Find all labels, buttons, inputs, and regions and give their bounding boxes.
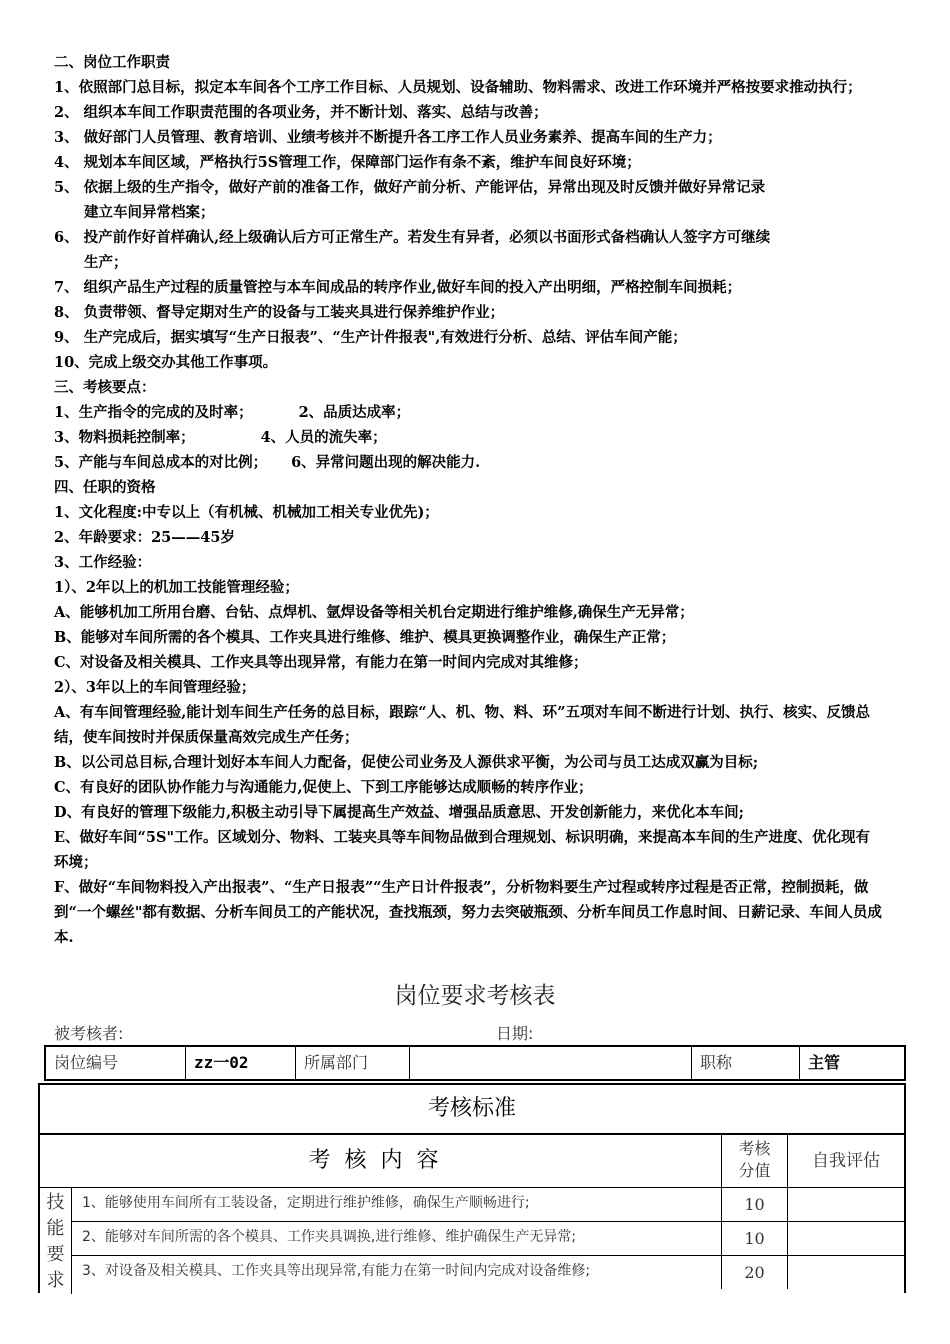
qualification-line: 1、文化程度:中专以上（有机械、机械加工相关专业优先)； — [54, 504, 439, 521]
job-title-label: 职称 — [692, 1047, 800, 1079]
assessment-heading: 三、考核要点： — [54, 379, 156, 396]
row-content: 1、能够使用车间所有工装设备，定期进行维护维修，确保生产顺畅进行; — [72, 1188, 722, 1221]
table-row — [72, 1222, 904, 1256]
self-eval-heading: 自我评估 — [812, 1151, 880, 1171]
qualification-line: 1）、2年以上的机加工技能管理经验； — [54, 579, 299, 596]
department-value[interactable] — [410, 1047, 692, 1079]
qualification-line: E、做好车间“5S"工作。区域划分、物料、工装夹具等车间物品做到合理规划、标识明确，来提高本车间的生产进度、优化现有环境； — [54, 829, 871, 871]
duty-item: 8、 负责带领、督导定期对生产的设备与工装夹具进行保养维护作业； — [54, 304, 505, 321]
qualifications-heading: 四、任职的资格 — [54, 479, 156, 496]
duty-item: 7、 组织产品生产过程的质量管控与本车间成品的转序作业,做好车间的投入产出明细，严格控制车间损耗； — [54, 279, 742, 296]
duties-heading: 二、岗位工作职责 — [54, 54, 170, 71]
qualification-line: D、有良好的管理下级能力,积极主动引导下属提高生产效益、增强品质意思、开发创新能力，来优化本车间; — [54, 804, 744, 821]
qualification-line: 3、工作经验： — [54, 554, 152, 571]
qualification-line: A、有车间管理经验,能计划车间生产任务的总目标，跟踪“人、机、物、料、环”五项对车间不断进行计划、执行、核实、反馈总结，使车间按时并保质保量高效完成生产任务； — [54, 704, 870, 746]
assessment-row — [54, 400, 884, 425]
duty-item: 10、完成上级交办其他工作事项。 — [54, 354, 278, 371]
table-header — [40, 1135, 904, 1188]
duty-item: 6、 投产前作好首样确认,经上级确认后方可正常生产。若发生有异者，必须以书面形式备档确认人签字方可继续 — [54, 229, 771, 246]
job-title-value[interactable]: 主管 — [808, 1053, 841, 1072]
job-description — [54, 50, 884, 950]
assessment-point: 3、物料损耗控制率； — [54, 429, 195, 446]
skill-items — [72, 1188, 904, 1294]
assessment-row — [54, 450, 884, 475]
row-self-eval[interactable] — [788, 1188, 904, 1221]
row-self-eval[interactable] — [788, 1256, 904, 1289]
table-row — [72, 1188, 904, 1222]
duty-item-cont: 建立车间异常档案； — [84, 204, 215, 221]
assessment-point: 2、品质达成率； — [298, 404, 411, 421]
duty-item: 1、依照部门总目标，拟定本车间各个工序工作目标、人员规划、设备辅助、物料需求、改进工作环境并严格按要求推动执行； — [54, 79, 862, 96]
row-content: 2、能够对车间所需的各个模具、工作夹具调换,进行维修、维护确保生产无异常; — [72, 1222, 722, 1255]
row-score: 10 — [722, 1222, 788, 1255]
position-code-value[interactable]: zz一02 — [186, 1047, 296, 1079]
duty-item: 4、 规划本车间区域，严格执行5S管理工作，保障部门运作有条不紊，维护车间良好环境； — [54, 154, 641, 171]
position-code-label: 岗位编号 — [46, 1047, 186, 1079]
assessment-point: 4、人员的流失率； — [260, 429, 387, 446]
skill-rows — [40, 1188, 904, 1294]
qualification-line: A、能够机加工所用台磨、台钻、点焊机、氩焊设备等相关机台定期进行维护维修,确保生产无异常； — [54, 604, 694, 621]
assessment-row — [54, 425, 884, 450]
row-score: 20 — [722, 1256, 788, 1289]
qualification-line: C、对设备及相关模具、工作夹具等出现异常，有能力在第一时间内完成对其维修； — [54, 654, 588, 671]
department-label: 所属部门 — [296, 1047, 410, 1079]
qualification-line: 2、年龄要求：25——45岁 — [54, 529, 235, 546]
qualification-line: B、能够对车间所需的各个模具、工作夹具进行维修、维护、模具更换调整作业，确保生产正常； — [54, 629, 676, 646]
assessment-point: 6、异常问题出现的解决能力. — [291, 454, 481, 471]
duty-item: 9、 生产完成后，据实填写“生产日报表”、“生产计件报表",有效进行分析、总结、评估车间产能； — [54, 329, 687, 346]
row-self-eval[interactable] — [788, 1222, 904, 1255]
duty-item: 5、 依据上级的生产指令，做好产前的准备工作，做好产前分析、产能评估，异常出现及时反馈并做好异常记录 — [54, 179, 766, 196]
content-heading: 考核内容 — [40, 1135, 722, 1187]
category-char: 技 — [46, 1192, 65, 1213]
category-char: 求 — [46, 1270, 65, 1291]
assessment-point: 5、产能与车间总成本的对比例； — [54, 454, 268, 471]
category-char: 要 — [46, 1244, 65, 1265]
standard-heading: 考核标准 — [40, 1085, 904, 1135]
date-label: 日期: — [496, 1024, 534, 1043]
reviewee-label: 被考核者: — [54, 1024, 124, 1043]
table-row — [72, 1256, 904, 1289]
duty-item: 2、 组织本车间工作职责范围的各项业务，并不断计划、落实、总结与改善； — [54, 104, 548, 121]
category-skill-requirements — [40, 1188, 72, 1294]
row-score: 10 — [722, 1188, 788, 1221]
score-heading-line: 分值 — [738, 1161, 771, 1180]
form-title: 岗位要求考核表 — [394, 983, 556, 1009]
assessment-point: 1、生产指令的完成的及时率； — [54, 404, 253, 421]
position-info-row — [44, 1045, 906, 1081]
score-heading-line: 考核 — [738, 1139, 771, 1158]
row-content: 3、对设备及相关模具、工作夹具等出现异常,有能力在第一时间内完成对设备维修; — [72, 1256, 722, 1289]
form-meta — [54, 1021, 884, 1045]
duty-item-cont: 生产； — [84, 254, 128, 271]
qualification-line: 2）、3年以上的车间管理经验； — [54, 679, 256, 696]
score-heading — [722, 1135, 788, 1187]
qualification-line: C、有良好的团队协作能力与沟通能力,促使上、下到工序能够达成顺畅的转序作业； — [54, 779, 593, 796]
assessment-table — [38, 1083, 906, 1293]
qualification-line: F、做好“车间物料投入产出报表”、“生产日报表”“生产日计件报表”，分析物料要生产过程或转序过程是否正常，控制损耗，做到“一个螺丝"都有数据、分析车间员工的产能状况，查找瓶颈，努力去突破瓶颈、分析车间员工作息时间、日薪记录、车间人员成本. — [54, 879, 882, 946]
duty-item: 3、 做好部门人员管理、教育培训、业绩考核并不断提升各工序工作人员业务素养、提高车间的生产力； — [54, 129, 722, 146]
category-char: 能 — [46, 1218, 65, 1239]
qualification-line: B、以公司总目标,合理计划好本车间人力配备，促使公司业务及人源供求平衡，为公司与员工达成双赢为目标; — [54, 754, 759, 771]
